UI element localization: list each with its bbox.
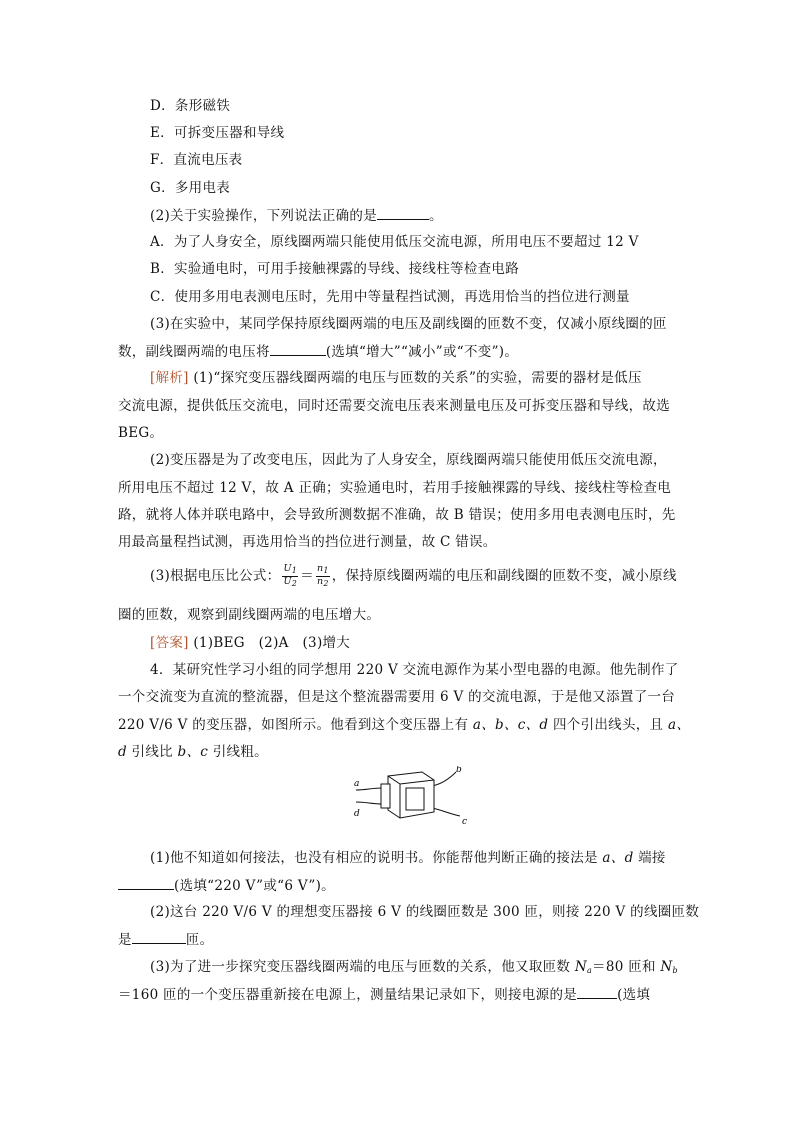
q3-line2-a: 数，副线圈两端的电压将	[118, 344, 270, 360]
q4-s2-line1: (2)这台 220 V/6 V 的理想变压器接 6 V 的线圈匝数是 300 匝，则接 220 V 的线圈匝数	[150, 904, 700, 920]
q4-s3-Nb: N	[660, 959, 673, 975]
q4-s2-line2-b: 匝。	[185, 932, 214, 948]
transformer-figure	[352, 766, 472, 826]
answer-line	[150, 633, 350, 653]
answer-blank	[577, 984, 617, 999]
wire-b	[432, 772, 456, 786]
q4-line3-b: 四个引出线头，且	[548, 717, 668, 733]
answer-blank	[270, 341, 326, 356]
label-d: d	[354, 809, 360, 819]
label-b: b	[456, 766, 462, 775]
analysis-p3-post: ，保持原线圈两端的电压和副线圈的匝数不变，减小原线	[331, 568, 677, 584]
option-e: E．可拆变压器和导线	[150, 125, 285, 141]
q4-line3-a-letter: a、	[667, 717, 691, 733]
answer-blank	[132, 929, 186, 944]
analysis-p1-line1-text: (1)“探究变压器线圈两端的电压与匝数的关系”的实验，需要的器材是低压	[193, 370, 642, 386]
frac2-num-sub: 1	[323, 566, 329, 575]
analysis-p2-line1: (2)变压器是为了改变电压，因此为了人身安全，原线圈两端只能使用低压交流电源，	[150, 452, 667, 468]
option-d: D．条形磁铁	[150, 98, 231, 114]
frac1-num-sub: 1	[291, 566, 298, 575]
q4-s1-line1-a: (1)他不知道如何接法，也没有相应的说明书。你能帮他判断正确的接法是	[150, 850, 603, 866]
label-a: a	[354, 779, 360, 789]
option-f: F．直流电压表	[150, 152, 243, 168]
wire-a	[356, 788, 382, 790]
q2-prompt-end: 。	[429, 208, 443, 224]
q2-prompt	[150, 205, 443, 226]
q4-s1-ad: a、d	[602, 850, 634, 866]
q4-s1-line1	[150, 848, 666, 868]
analysis-p3-pre: (3)根据电压比公式：	[150, 568, 281, 584]
q4-s3-line1-b: ＝80 匝和	[592, 959, 661, 975]
answer-blank	[377, 205, 429, 220]
analysis-p2-line3: 路，就将人体并联电路中，会导致所测数据不准确，故 B 错误；使用多用电表测电压时，先	[118, 507, 676, 523]
q4-s3-line1-a: (3)为了进一步探究变压器线圈两端的电压与匝数的关系，他又取匝数	[150, 959, 575, 975]
q4-line1: 4．某研究性学习小组的同学想用 220 V 交流电源作为某小型电器的电源。他先制作了	[150, 662, 679, 678]
q4-s3-Na-sub: a	[586, 966, 593, 975]
q3-line1: (3)在实验中，某同学保持原线圈两端的电压及副线圈的匝数不变，仅减小原线圈的匝	[150, 316, 667, 332]
q4-s3-line2-a: ＝160 匝的一个变压器重新接在电源上，测量结果记录如下，则接电源的是	[118, 987, 578, 1003]
q4-s3-Nb-sub: b	[672, 966, 678, 975]
analysis-p2-line4: 用最高量程挡试测，再选用恰当的挡位进行测量，故 C 错误。	[118, 534, 497, 550]
frac1-num: U	[283, 563, 292, 574]
analysis-p3-line2: 圈的匝数，观察到副线圈两端的电压增大。	[118, 607, 381, 623]
analysis-p2-line2: 所用电压不超过 12 V，故 A 正确；实验通电时，若用手接触裸露的导线、接线柱等检查电	[118, 480, 672, 496]
frac1-den: U	[283, 576, 292, 587]
analysis-p1-line1	[150, 368, 642, 388]
q4-line4-bc: b、c	[177, 744, 209, 760]
q4-s2-line2	[118, 929, 213, 950]
q4-line4-end: 引线粗。	[208, 744, 268, 760]
analysis-p3-line1	[150, 564, 677, 589]
equals-sign: ＝	[300, 568, 314, 584]
q4-s3-line1	[150, 957, 678, 981]
q4-s3-line2	[118, 984, 650, 1005]
frac2-den: n	[316, 576, 324, 587]
q4-line3-a: 220 V/6 V 的变压器，如图所示。他看到这个变压器上有	[118, 717, 473, 733]
frac2-den-sub: 2	[323, 579, 329, 588]
q4-s3-Na: N	[574, 959, 587, 975]
q4-s1-line1-b: 端接	[633, 850, 666, 866]
q4-line4-rest: 引线比	[126, 744, 178, 760]
q4-line4	[118, 742, 268, 762]
wire-d	[356, 802, 382, 804]
frac2-num: n	[316, 563, 324, 574]
answer-tag: [答案]	[150, 635, 189, 651]
frac1-den-sub: 2	[291, 579, 298, 588]
voltage-fraction	[282, 564, 298, 589]
core-window	[406, 788, 424, 810]
q2-prompt-text: (2)关于实验操作，下列说法正确的是	[150, 208, 378, 224]
q3-line2-b: (选填“增大”“减小”或“不变”)。	[325, 344, 519, 360]
q4-line3	[118, 715, 690, 735]
label-c: c	[462, 817, 468, 826]
q4-s3-line2-b: (选填	[617, 987, 651, 1003]
q3-line2	[118, 341, 518, 362]
q4-line4-d: d	[118, 744, 127, 760]
q4-line2: 一个交流变为直流的整流器，但是这个整流器需要用 6 V 的交流电源，于是他又添置了一台	[118, 689, 676, 705]
q2-option-c: C．使用多用电表测电压时，先用中等量程挡试测，再选用恰当的挡位进行测量	[150, 289, 630, 305]
wire-c	[432, 808, 460, 816]
turns-fraction	[316, 564, 330, 589]
analysis-tag: [解析]	[150, 370, 189, 386]
analysis-p1-line2: 交流电源，提供低压交流电，同时还需要交流电压表来测量电压及可拆变压器和导线，故选	[118, 398, 670, 414]
q4-line3-letters: a、b、c、d	[472, 717, 549, 733]
q2-option-b: B．实验通电时，可用手接触裸露的导线、接线柱等检查电路	[150, 261, 520, 277]
q4-s2-line2-a: 是	[118, 932, 132, 948]
q4-s1-line2	[118, 875, 335, 896]
answer-text: (1)BEG (2)A (3)增大	[193, 635, 351, 651]
option-g: G．多用电表	[150, 180, 231, 196]
coil	[381, 784, 390, 808]
analysis-p1-line3: BEG。	[118, 425, 164, 441]
q4-s1-line2-text: (选填“220 V”或“6 V”)。	[174, 878, 335, 894]
answer-blank	[118, 875, 174, 890]
q2-option-a: A．为了人身安全，原线圈两端只能使用低压交流电源，所用电压不要超过 12 V	[150, 234, 639, 250]
